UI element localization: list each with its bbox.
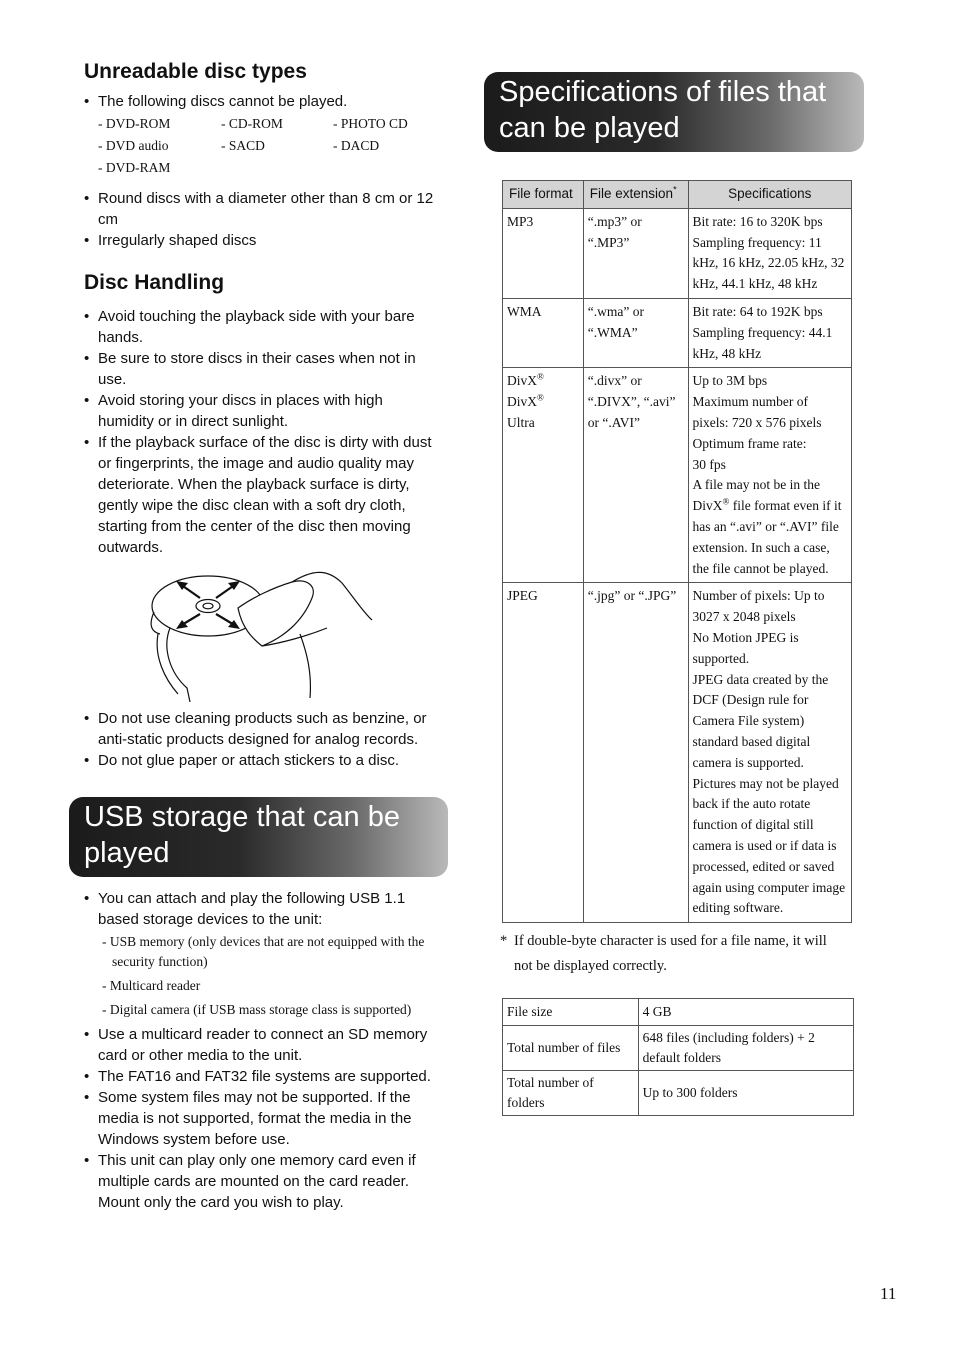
handling-list-after [84, 708, 442, 771]
usb-device: - USB memory (only devices that are not equipped with the security function) [102, 934, 425, 969]
format-cell: MP3 [503, 208, 584, 298]
usb-bullets [84, 1024, 442, 1213]
list-item: • Round discs with a diameter other than 8 cm or 12 cm [84, 188, 442, 230]
format-cell: WMA [503, 298, 584, 367]
list-item: • Avoid touching the playback side with your bare hands. [84, 306, 442, 348]
left-column [84, 60, 442, 1213]
spec-cell: Bit rate: 16 to 320K bps Sampling frequency: 11 kHz, 16 kHz, 22.05 kHz, 32 kHz, 44.1 kHz, 48 kHz [688, 208, 851, 298]
disc-cleaning-illustration [142, 568, 374, 702]
limit-label: Total number of folders [503, 1071, 639, 1116]
usb-device-list [84, 932, 442, 1020]
extension-cell: “.divx” or “.DIVX”, “.avi” or “.AVI” [583, 368, 688, 583]
footnote-marker: * [673, 184, 677, 195]
list-item: • Avoid storing your discs in places with high humidity or in direct sunlight. [84, 390, 442, 432]
table-row [503, 368, 852, 583]
list-item: • Do not glue paper or attach stickers to a disc. [84, 750, 442, 771]
table-footnote: * If double-byte character is used for a file name, it will not be displayed correctly. [500, 933, 827, 975]
table-row [503, 208, 852, 298]
limit-label: Total number of files [503, 1026, 639, 1071]
table-row [503, 1026, 854, 1071]
list-item: • The FAT16 and FAT32 file systems are supported. [84, 1066, 442, 1087]
handling-heading: Disc Handling [84, 271, 225, 294]
limit-value: Up to 300 folders [638, 1071, 853, 1116]
extension-cell: “.jpg” or “.JPG” [583, 583, 688, 923]
table-row [503, 298, 852, 367]
disc-type: - PHOTO CD [333, 116, 408, 131]
usb-device: - Multicard reader [102, 978, 201, 993]
usb-intro: • You can attach and play the following USB 1.1 based storage devices to the unit: [84, 888, 442, 930]
col-header-format: File format [503, 181, 584, 209]
disc-type: - CD-ROM [221, 116, 283, 131]
disc-type: - DVD-ROM [98, 116, 171, 131]
table-row [503, 583, 852, 923]
spec-cell: Number of pixels: Up to 3027 x 2048 pixels No Motion JPEG is supported. JPEG data created by the DCF (Design rule for Camera File system) standard based digital camera is supported. Pictures may not be played back if the auto rotate function of digital still camera is used or if data is processed, edited or saved again using computer image editing software. [688, 583, 851, 923]
handling-list [84, 306, 442, 558]
spec-cell: Up to 3M bps Maximum number of pixels: 720 x 576 pixels Optimum frame rate: 30 fps A file may not be in the DivX® file format even if it has an “.avi” or “.AVI” file extension. In such a case, the file cannot be played. [688, 368, 851, 583]
list-item: • Some system files may not be supported. If the media is not supported, format the media in the Windows system before use. [84, 1087, 442, 1150]
list-item: • This unit can play only one memory card even if multiple cards are mounted on the card reader. Mount only the card you wish to play. [84, 1150, 442, 1213]
list-item: • Use a multicard reader to connect an SD memory card or other media to the unit. [84, 1024, 442, 1066]
list-item: • If the playback surface of the disc is dirty with dust or fingerprints, the image and audio quality may deteriorate. When the playback surface is dirty, gently wipe the disc clean with a soft dry cloth, starting from the center of the disc then moving outwards. [84, 432, 442, 558]
limit-value: 4 GB [638, 999, 853, 1026]
extension-cell: “.mp3” or “.MP3” [583, 208, 688, 298]
table-row [503, 999, 854, 1026]
right-column [484, 72, 864, 1116]
spec-cell: Bit rate: 64 to 192K bps Sampling frequency: 44.1 kHz, 48 kHz [688, 298, 851, 367]
storage-limits-table [502, 998, 854, 1116]
unreadable-bullets [84, 188, 442, 251]
list-item: • Do not use cleaning products such as benzine, or anti-static products designed for analog records. [84, 708, 442, 750]
col-header-extension: File extension* [583, 181, 688, 209]
unreadable-intro: • The following discs cannot be played. [84, 91, 442, 112]
specs-section-banner: Specifications of files that can be played [484, 72, 864, 152]
limit-label: File size [503, 999, 639, 1026]
disc-type: - DACD [333, 138, 380, 153]
usb-device: - Digital camera (if USB mass storage class is supported) [102, 1002, 412, 1017]
table-row [503, 1071, 854, 1116]
disc-type: - DVD-RAM [98, 160, 171, 175]
page-number: 11 [880, 1284, 897, 1303]
usb-section-banner: USB storage that can be played [69, 797, 448, 877]
disc-type: - SACD [221, 138, 265, 153]
table-header-row [503, 181, 852, 209]
col-header-specs: Specifications [688, 181, 851, 209]
file-spec-table [502, 180, 852, 923]
disc-type: - DVD audio [98, 138, 169, 153]
list-item: • Irregularly shaped discs [84, 230, 442, 251]
unreadable-heading: Unreadable disc types [84, 60, 307, 83]
format-cell: DivX® DivX® Ultra [503, 368, 584, 583]
extension-cell: “.wma” or “.WMA” [583, 298, 688, 367]
disc-type-grid [98, 116, 442, 176]
usb-intro-list [84, 888, 442, 930]
unreadable-list [84, 91, 442, 112]
list-item: • Be sure to store discs in their cases when not in use. [84, 348, 442, 390]
format-cell: JPEG [503, 583, 584, 923]
limit-value: 648 files (including folders) + 2 default folders [638, 1026, 853, 1071]
